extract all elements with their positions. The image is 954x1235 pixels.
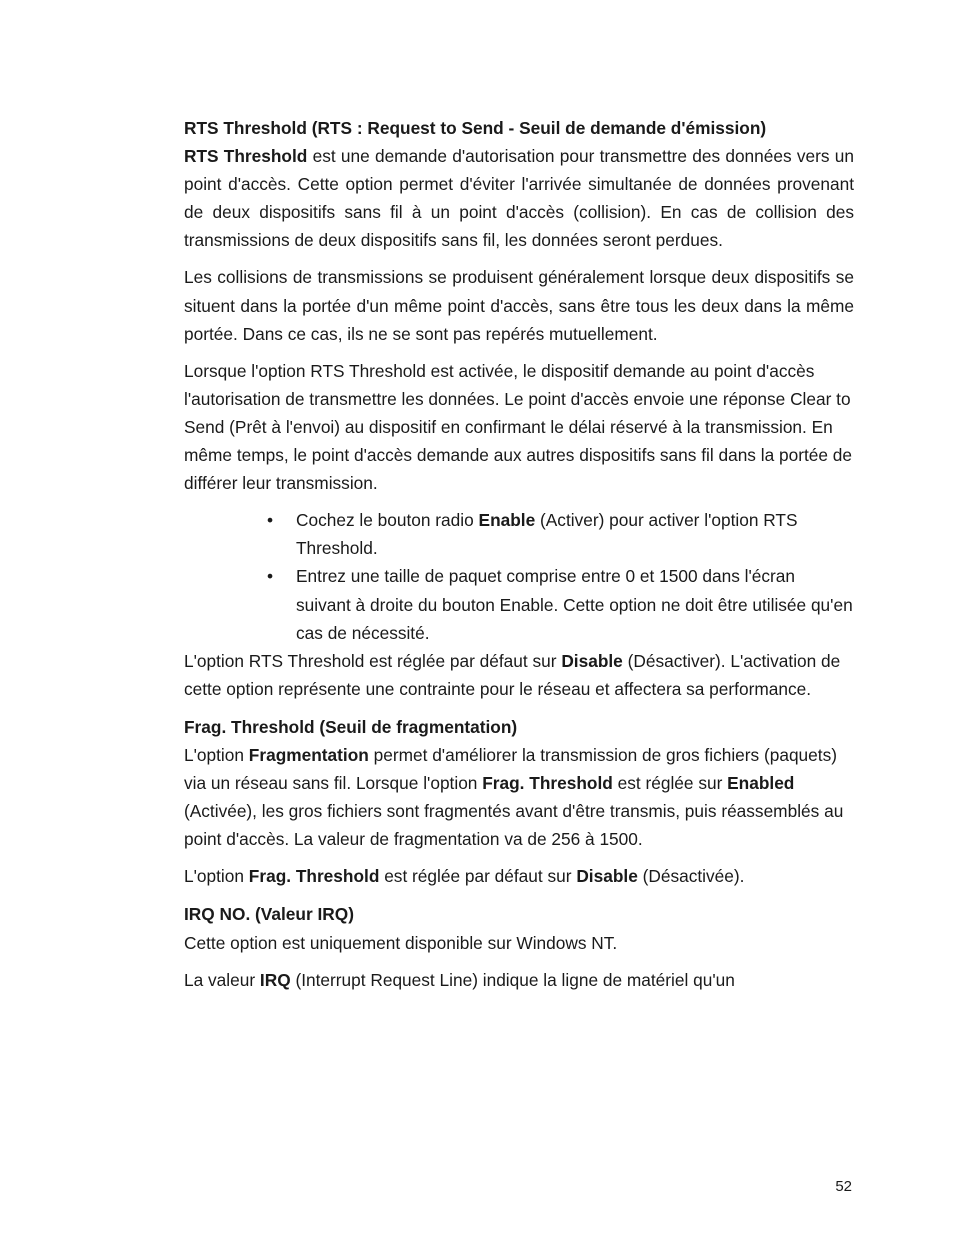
frag-threshold-term: Frag. Threshold (248, 866, 380, 887)
rts-paragraph-2: Les collisions de transmissions se produisent généralement lorsque deux dispositifs se situent dans la portée d'un même point d'accès, sans être tous les deux dans la même portée. Dans ce cas, ils ne se sont pas repérés mutuellement. (184, 267, 854, 344)
rts-threshold-section (184, 114, 854, 703)
list-item (267, 562, 854, 646)
irq-text-a: La valeur (184, 969, 260, 990)
enabled-term: Enabled (727, 773, 795, 794)
frag-text-a: L'option (184, 744, 249, 765)
bullet-icon: • (267, 566, 274, 587)
irq-heading: IRQ NO. (Valeur IRQ) (184, 904, 354, 925)
rts-paragraph-1-text: est une demande d'autorisation pour transmettre des données vers un point d'accès. Cette option permet d'éviter l'arrivée simultanée de données provenant de deux dispositifs sans fil à un point d'accès (collision). En cas de collision des transmissions de deux dispositifs sans fil, les données seront perdues. (184, 146, 854, 251)
irq-paragraph-2 (184, 966, 854, 994)
frag-threshold-term: Frag. Threshold (482, 773, 613, 794)
rts-paragraph-1 (184, 142, 854, 254)
irq-text-b: (Interrupt Request Line) indique la ligne de matériel qu'un (290, 969, 735, 990)
rts-paragraph-4-text-b: (Désactiver). L'activation de cette option représente une contrainte pour le réseau et affectera sa performance. (184, 650, 841, 699)
bullet-2-text: Entrez une taille de paquet comprise entre 0 et 1500 dans l'écran suivant à droite du bouton Enable. Cette option ne doit être utilisée qu'en cas de nécessité. (296, 566, 853, 643)
enable-term: Enable (478, 510, 536, 531)
irq-section (184, 900, 854, 993)
frag-text-c: est réglée sur (612, 773, 728, 794)
irq-paragraph-1: Cette option est uniquement disponible sur Windows NT. (184, 932, 618, 953)
rts-term: RTS Threshold (184, 146, 308, 167)
irq-term: IRQ (259, 969, 291, 990)
frag-p2-text-a: L'option (184, 866, 249, 887)
list-item (267, 506, 854, 562)
frag-threshold-heading: Frag. Threshold (Seuil de fragmentation) (184, 716, 518, 737)
frag-text-d: (Activée), les gros fichiers sont fragmentés avant d'être transmis, puis réassemblés au point d'accès. La valeur de fragmentation va de 256 à 1500. (184, 801, 844, 850)
bullet-1-text-a: Cochez le bouton radio (296, 510, 479, 531)
rts-paragraph-4-text-a: L'option RTS Threshold est réglée par défaut sur (184, 650, 562, 671)
frag-p2-text-b: est réglée par défaut sur (379, 866, 577, 887)
page-number: 52 (835, 1178, 852, 1195)
page-content (184, 114, 854, 994)
frag-paragraph-2 (184, 862, 854, 890)
frag-text-b: permet d'améliorer la transmission de gros fichiers (paquets) via un réseau sans fil. Lorsque l'option (184, 744, 837, 794)
bullet-icon: • (267, 510, 274, 531)
frag-threshold-section (184, 713, 854, 891)
fragmentation-term: Fragmentation (248, 744, 369, 765)
rts-paragraph-3: Lorsque l'option RTS Threshold est activée, le dispositif demande au point d'accès l'autorisation de transmettre les données. Le point d'accès envoie une réponse Clear to Send (Prêt à l'envoi) au dispositif en confirmant le délai réservé à la transmission. En même temps, le point d'accès demande aux autres dispositifs sans fil dans la portée de différer leur transmission. (184, 360, 853, 494)
frag-paragraph-1 (184, 741, 854, 853)
rts-bullet-list (184, 506, 854, 646)
frag-p2-text-c: (Désactivée). (637, 866, 745, 887)
bullet-1-text-b: (Activer) pour activer l'option RTS Threshold. (296, 510, 798, 559)
disable-term: Disable (561, 650, 623, 671)
rts-threshold-heading: RTS Threshold (RTS : Request to Send - Seuil de demande d'émission) (184, 118, 767, 138)
rts-paragraph-4 (184, 647, 854, 703)
disable-term: Disable (576, 866, 638, 887)
